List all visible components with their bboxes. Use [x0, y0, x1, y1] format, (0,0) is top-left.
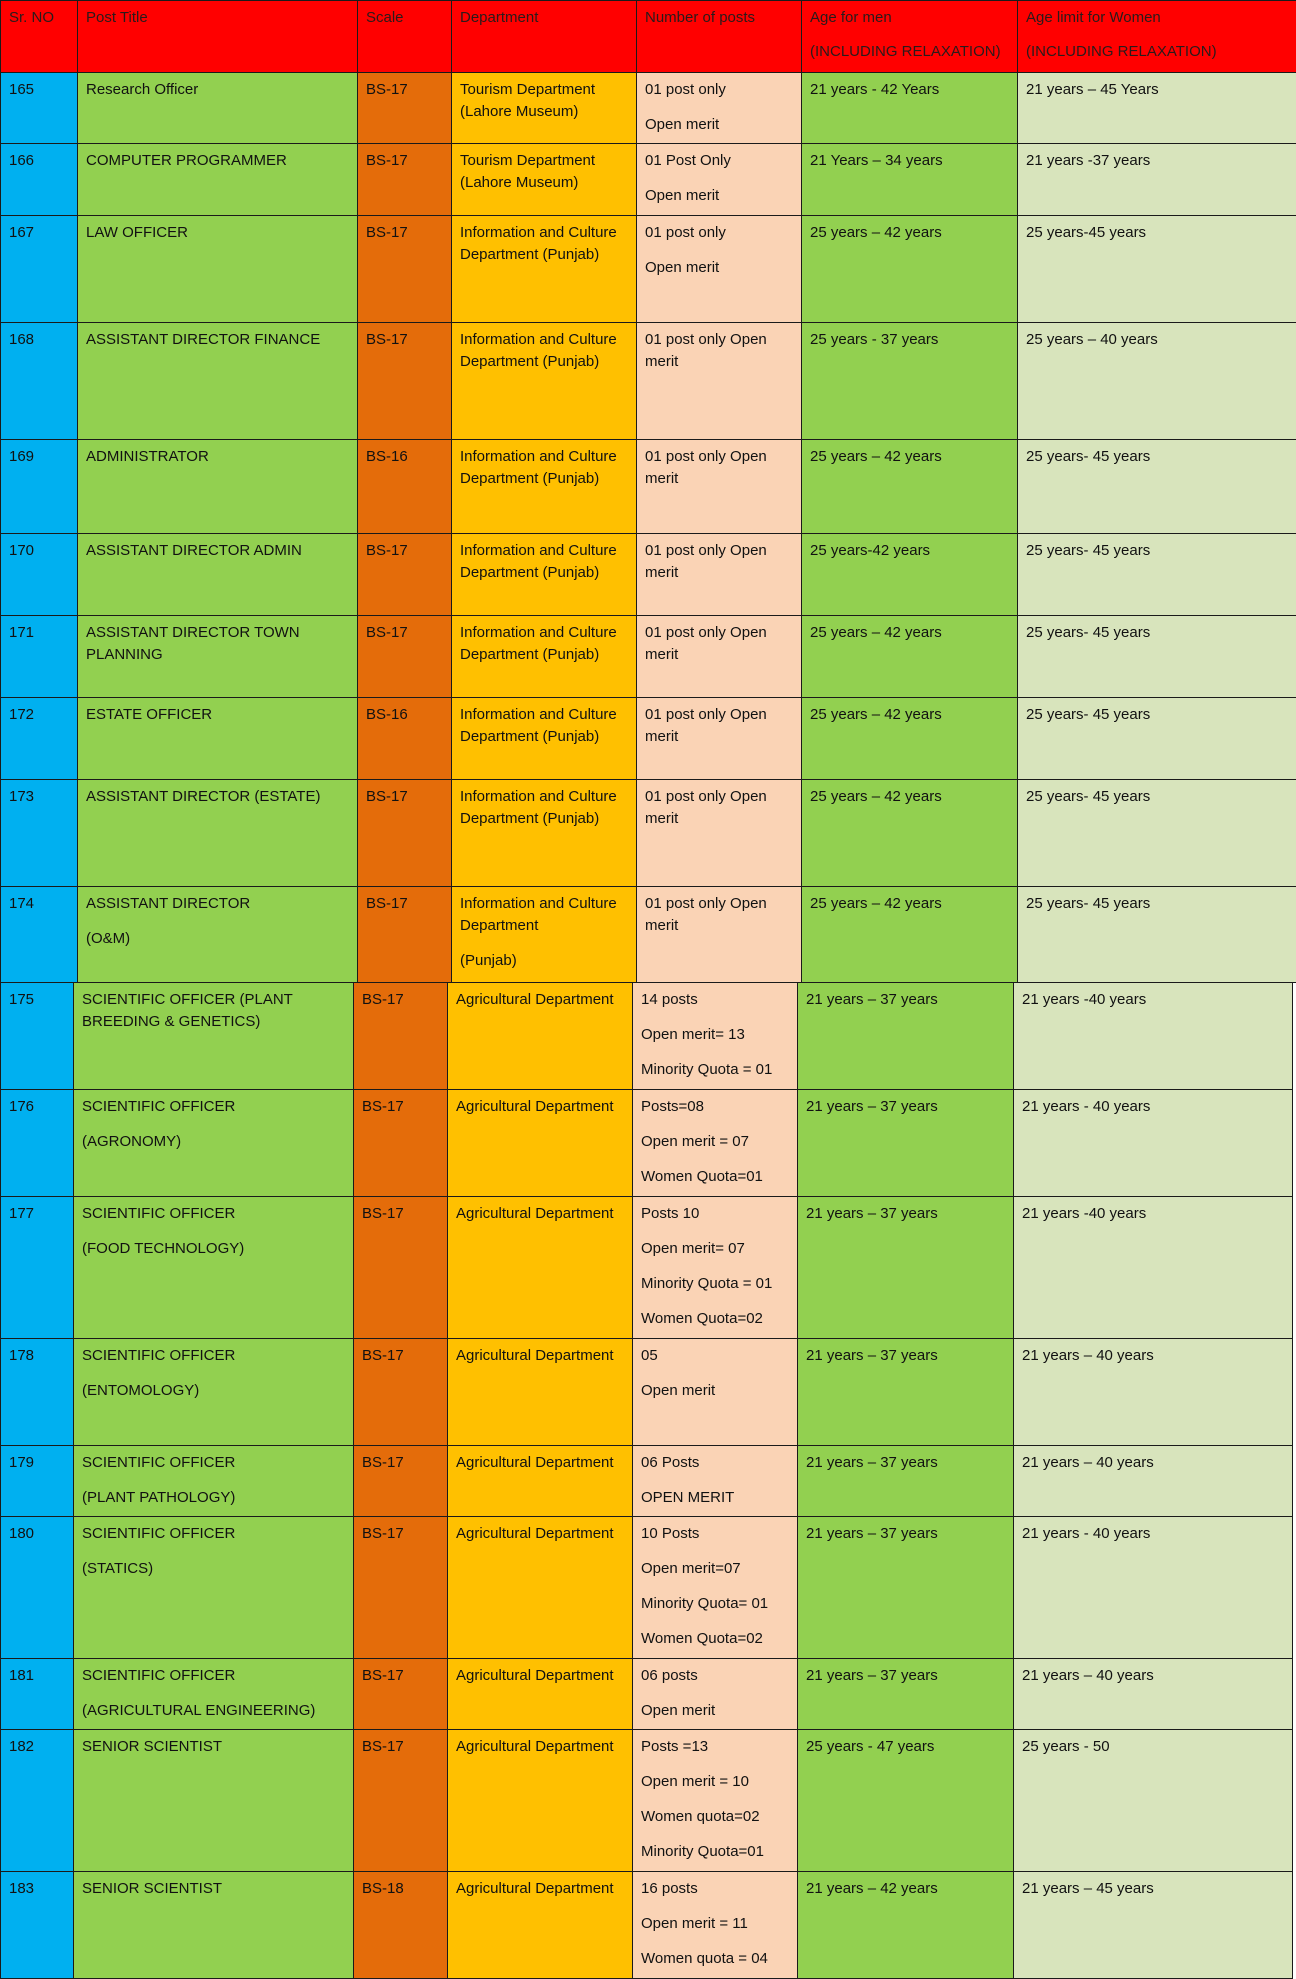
post-title-line: SCIENTIFIC OFFICER	[82, 1452, 345, 1474]
posts-line: 10 Posts	[641, 1523, 789, 1545]
post-title-line: SCIENTIFIC OFFICER	[82, 1345, 345, 1367]
number-of-posts-cell	[633, 1517, 798, 1659]
post-title-cell	[78, 323, 358, 440]
number-of-posts-cell	[633, 983, 798, 1090]
sr-no-cell: 177	[1, 1197, 74, 1339]
posts-line: Open merit	[645, 114, 793, 136]
posts-line: Women Quota=01	[641, 1166, 789, 1188]
posts-line: 01 post only Open merit	[645, 704, 793, 748]
posts-line: Open merit = 10	[641, 1771, 789, 1793]
table-row	[1, 73, 1296, 144]
table-row	[1, 1339, 1293, 1446]
department-cell	[452, 216, 637, 323]
number-of-posts-cell	[633, 1446, 798, 1517]
posts-line: Minority Quota = 01	[641, 1273, 789, 1295]
scale-cell: BS-17	[354, 1517, 448, 1659]
scale-cell: BS-17	[358, 216, 452, 323]
age-women-cell: 25 years-45 years	[1018, 216, 1296, 323]
post-title-cell	[78, 698, 358, 780]
header-age-women-note: (INCLUDING RELAXATION)	[1026, 35, 1288, 69]
scale-cell: BS-16	[358, 698, 452, 780]
age-women-cell: 21 years – 40 years	[1014, 1339, 1293, 1446]
number-of-posts-cell	[637, 73, 802, 144]
sr-no-cell: 182	[1, 1730, 74, 1872]
department-cell	[448, 1872, 633, 1979]
posts-line: 01 post only Open merit	[645, 329, 793, 373]
post-title-line: SCIENTIFIC OFFICER	[82, 1203, 345, 1225]
post-title-line: SCIENTIFIC OFFICER	[82, 1665, 345, 1687]
header-row	[1, 1, 1296, 73]
post-title-cell	[74, 983, 354, 1090]
scale-cell: BS-17	[358, 73, 452, 144]
post-title-cell	[74, 1339, 354, 1446]
posts-line: 05	[641, 1345, 789, 1367]
post-title-line: SCIENTIFIC OFFICER	[82, 1523, 345, 1545]
table-row	[1, 1446, 1293, 1517]
age-men-cell: 21 years – 37 years	[798, 1197, 1014, 1339]
header-number-of-posts: Number of posts	[637, 1, 802, 73]
sr-no-cell: 183	[1, 1872, 74, 1979]
age-women-cell: 25 years- 45 years	[1018, 698, 1296, 780]
age-men-cell: 21 years – 37 years	[798, 983, 1014, 1090]
age-women-cell: 25 years- 45 years	[1018, 887, 1296, 983]
age-men-cell: 25 years - 47 years	[798, 1730, 1014, 1872]
age-women-cell: 25 years - 50	[1014, 1730, 1293, 1872]
number-of-posts-cell	[637, 144, 802, 216]
department-name: Agricultural Department	[456, 1452, 624, 1474]
post-title-line: ASSISTANT DIRECTOR FINANCE	[86, 329, 349, 351]
department-cell	[452, 144, 637, 216]
post-title-cell	[74, 1659, 354, 1730]
post-title-line: (O&M)	[86, 928, 349, 950]
number-of-posts-cell	[633, 1872, 798, 1979]
posts-line: 01 post only Open merit	[645, 893, 793, 937]
posts-line: 01 post only	[645, 79, 793, 101]
header-age-men-title: Age for men	[810, 1, 1009, 35]
posts-line: Women quota=02	[641, 1806, 789, 1828]
number-of-posts-cell	[637, 780, 802, 887]
scale-cell: BS-17	[354, 1446, 448, 1517]
department-cell	[448, 1090, 633, 1197]
post-title-line: (ENTOMOLOGY)	[82, 1380, 345, 1402]
posts-line: 14 posts	[641, 989, 789, 1011]
number-of-posts-cell	[637, 216, 802, 323]
scale-cell: BS-17	[358, 534, 452, 616]
sr-no-cell: 178	[1, 1339, 74, 1446]
department-cell	[448, 1197, 633, 1339]
age-women-cell: 25 years- 45 years	[1018, 616, 1296, 698]
scale-cell: BS-17	[354, 1339, 448, 1446]
department-cell	[448, 983, 633, 1090]
scale-cell: BS-17	[358, 323, 452, 440]
department-cell	[452, 323, 637, 440]
posts-line: 01 post only Open merit	[645, 446, 793, 490]
post-title-line: SENIOR SCIENTIST	[82, 1736, 345, 1758]
age-women-cell: 25 years- 45 years	[1018, 534, 1296, 616]
number-of-posts-cell	[637, 440, 802, 534]
posts-line: 06 Posts	[641, 1452, 789, 1474]
post-title-line: ADMINISTRATOR	[86, 446, 349, 468]
scale-cell: BS-18	[354, 1872, 448, 1979]
posts-line: 01 post only Open merit	[645, 622, 793, 666]
posts-line: Women Quota=02	[641, 1308, 789, 1330]
post-title-line: (PLANT PATHOLOGY)	[82, 1487, 345, 1509]
number-of-posts-cell	[633, 1659, 798, 1730]
age-women-cell: 21 years - 40 years	[1014, 1090, 1293, 1197]
posts-line: Open merit = 11	[641, 1913, 789, 1935]
department-name: Information and Culture Department (Punjab)	[460, 222, 628, 266]
post-title-cell	[74, 1197, 354, 1339]
scale-cell: BS-17	[358, 144, 452, 216]
posts-line: Women Quota=02	[641, 1628, 789, 1650]
table-row	[1, 887, 1296, 983]
department-name: Agricultural Department	[456, 989, 624, 1011]
table-row	[1, 534, 1296, 616]
sr-no-cell: 173	[1, 780, 78, 887]
scale-cell: BS-17	[354, 1090, 448, 1197]
sr-no-cell: 172	[1, 698, 78, 780]
table-row	[1, 1730, 1293, 1872]
department-name: Information and Culture Department (Punjab)	[460, 786, 628, 830]
posts-line: Minority Quota=01	[641, 1841, 789, 1863]
sr-no-cell: 180	[1, 1517, 74, 1659]
post-title-line: ESTATE OFFICER	[86, 704, 349, 726]
department-name: Information and Culture Department (Punjab)	[460, 540, 628, 584]
sr-no-cell: 174	[1, 887, 78, 983]
header-department: Department	[452, 1, 637, 73]
department-cell	[448, 1517, 633, 1659]
header-scale: Scale	[358, 1, 452, 73]
department-name: Information and Culture Department (Punjab)	[460, 329, 628, 373]
table-row	[1, 1197, 1293, 1339]
department-name: Information and Culture Department (Punjab)	[460, 446, 628, 490]
posts-line: 01 Post Only	[645, 150, 793, 172]
posts-line: Minority Quota= 01	[641, 1593, 789, 1615]
post-title-cell	[74, 1872, 354, 1979]
department-name: Agricultural Department	[456, 1345, 624, 1367]
age-women-cell: 21 years – 45 Years	[1018, 73, 1296, 144]
department-name: Tourism Department (Lahore Museum)	[460, 150, 628, 194]
department-cell	[452, 780, 637, 887]
age-men-cell: 25 years – 42 years	[802, 216, 1018, 323]
number-of-posts-cell	[633, 1339, 798, 1446]
department-name: Agricultural Department	[456, 1096, 624, 1118]
age-men-cell: 21 Years – 34 years	[802, 144, 1018, 216]
scale-cell: BS-17	[354, 983, 448, 1090]
posts-line: Posts =13	[641, 1736, 789, 1758]
post-title-line: ASSISTANT DIRECTOR ADMIN	[86, 540, 349, 562]
header-age-women-title: Age limit for Women	[1026, 1, 1288, 35]
post-title-cell	[78, 887, 358, 983]
age-men-cell: 21 years – 37 years	[798, 1517, 1014, 1659]
posts-line: Open merit= 13	[641, 1024, 789, 1046]
post-title-cell	[78, 216, 358, 323]
post-title-line: SENIOR SCIENTIST	[82, 1878, 345, 1900]
post-title-line: SCIENTIFIC OFFICER	[82, 1096, 345, 1118]
department-cell	[448, 1446, 633, 1517]
age-women-cell: 21 years -40 years	[1014, 1197, 1293, 1339]
age-women-cell: 25 years- 45 years	[1018, 440, 1296, 534]
number-of-posts-cell	[633, 1730, 798, 1872]
age-men-cell: 25 years – 42 years	[802, 440, 1018, 534]
posts-line: Women quota = 04	[641, 1948, 789, 1970]
department-cell	[452, 698, 637, 780]
post-title-line: ASSISTANT DIRECTOR (ESTATE)	[86, 786, 349, 808]
posts-line: Posts=08	[641, 1096, 789, 1118]
department-cell	[452, 887, 637, 983]
age-women-cell: 21 years - 40 years	[1014, 1517, 1293, 1659]
department-cell	[452, 73, 637, 144]
table-row	[1, 1517, 1293, 1659]
sr-no-cell: 179	[1, 1446, 74, 1517]
posts-line: 16 posts	[641, 1878, 789, 1900]
posts-table-part-2	[0, 982, 1293, 1979]
sr-no-cell: 168	[1, 323, 78, 440]
department-cell	[452, 616, 637, 698]
number-of-posts-cell	[637, 887, 802, 983]
post-title-cell	[74, 1517, 354, 1659]
post-title-line: LAW OFFICER	[86, 222, 349, 244]
number-of-posts-cell	[633, 1090, 798, 1197]
post-title-cell	[74, 1446, 354, 1517]
age-men-cell: 25 years - 37 years	[802, 323, 1018, 440]
post-title-line: (AGRONOMY)	[82, 1131, 345, 1153]
header-age-men	[802, 1, 1018, 73]
table-row	[1, 698, 1296, 780]
posts-line: Open merit= 07	[641, 1238, 789, 1260]
number-of-posts-cell	[633, 1197, 798, 1339]
posts-line: Open merit	[641, 1700, 789, 1722]
age-men-cell: 21 years – 37 years	[798, 1446, 1014, 1517]
age-women-cell: 25 years – 40 years	[1018, 323, 1296, 440]
table-row	[1, 616, 1296, 698]
posts-line: Open merit=07	[641, 1558, 789, 1580]
post-title-line: (AGRICULTURAL ENGINEERING)	[82, 1700, 345, 1722]
post-title-cell	[78, 534, 358, 616]
header-age-men-note: (INCLUDING RELAXATION)	[810, 35, 1009, 69]
sr-no-cell: 175	[1, 983, 74, 1090]
age-men-cell: 21 years - 42 Years	[802, 73, 1018, 144]
department-cell	[452, 440, 637, 534]
scale-cell: BS-17	[354, 1730, 448, 1872]
sr-no-cell: 169	[1, 440, 78, 534]
sr-no-cell: 167	[1, 216, 78, 323]
posts-line: Open merit	[641, 1380, 789, 1402]
post-title-line: COMPUTER PROGRAMMER	[86, 150, 349, 172]
department-name: Agricultural Department	[456, 1203, 624, 1225]
post-title-cell	[74, 1730, 354, 1872]
posts-line: OPEN MERIT	[641, 1487, 789, 1509]
age-women-cell: 21 years – 40 years	[1014, 1446, 1293, 1517]
sr-no-cell: 176	[1, 1090, 74, 1197]
age-women-cell: 25 years- 45 years	[1018, 780, 1296, 887]
age-women-cell: 21 years – 45 years	[1014, 1872, 1293, 1979]
scale-cell: BS-16	[358, 440, 452, 534]
header-sr-no: Sr. NO	[1, 1, 78, 73]
posts-line: 01 post only	[645, 222, 793, 244]
department-cell	[452, 534, 637, 616]
table-row	[1, 216, 1296, 323]
age-men-cell: 21 years – 37 years	[798, 1090, 1014, 1197]
department-name: Information and Culture Department	[460, 893, 628, 937]
sr-no-cell: 171	[1, 616, 78, 698]
age-women-cell: 21 years – 40 years	[1014, 1659, 1293, 1730]
age-men-cell: 21 years – 42 years	[798, 1872, 1014, 1979]
posts-line: 06 posts	[641, 1665, 789, 1687]
posts-line: Open merit	[645, 185, 793, 207]
age-women-cell: 21 years -37 years	[1018, 144, 1296, 216]
table-row	[1, 1872, 1293, 1979]
posts-line: Open merit	[645, 257, 793, 279]
header-age-women	[1018, 1, 1296, 73]
table-row	[1, 440, 1296, 534]
posts-line: Minority Quota = 01	[641, 1059, 789, 1081]
posts-line: 01 post only Open merit	[645, 540, 793, 584]
post-title-cell	[78, 73, 358, 144]
post-title-line: Research Officer	[86, 79, 349, 101]
age-men-cell: 25 years – 42 years	[802, 698, 1018, 780]
post-title-cell	[74, 1090, 354, 1197]
table-row	[1, 144, 1296, 216]
department-name: Agricultural Department	[456, 1665, 624, 1687]
posts-table-part-1	[0, 0, 1296, 983]
age-men-cell: 21 years – 37 years	[798, 1659, 1014, 1730]
department-name: Agricultural Department	[456, 1523, 624, 1545]
scale-cell: BS-17	[358, 887, 452, 983]
sr-no-cell: 170	[1, 534, 78, 616]
post-title-line: (STATICS)	[82, 1558, 345, 1580]
post-title-line: (FOOD TECHNOLOGY)	[82, 1238, 345, 1260]
age-men-cell: 25 years – 42 years	[802, 780, 1018, 887]
department-cell	[448, 1730, 633, 1872]
number-of-posts-cell	[637, 323, 802, 440]
department-name: Agricultural Department	[456, 1878, 624, 1900]
posts-line: Open merit = 07	[641, 1131, 789, 1153]
scale-cell: BS-17	[354, 1197, 448, 1339]
table-row	[1, 323, 1296, 440]
sr-no-cell: 166	[1, 144, 78, 216]
table-row	[1, 1090, 1293, 1197]
age-men-cell: 25 years – 42 years	[802, 887, 1018, 983]
department-cell	[448, 1339, 633, 1446]
post-title-cell	[78, 144, 358, 216]
sr-no-cell: 165	[1, 73, 78, 144]
department-name: Tourism Department (Lahore Museum)	[460, 79, 628, 123]
post-title-cell	[78, 616, 358, 698]
scale-cell: BS-17	[358, 616, 452, 698]
age-men-cell: 25 years – 42 years	[802, 616, 1018, 698]
scale-cell: BS-17	[358, 780, 452, 887]
post-title-cell	[78, 780, 358, 887]
sr-no-cell: 181	[1, 1659, 74, 1730]
posts-line: 01 post only Open merit	[645, 786, 793, 830]
age-women-cell: 21 years -40 years	[1014, 983, 1293, 1090]
department-name: Agricultural Department	[456, 1736, 624, 1758]
post-title-cell	[78, 440, 358, 534]
age-men-cell: 21 years – 37 years	[798, 1339, 1014, 1446]
scale-cell: BS-17	[354, 1659, 448, 1730]
number-of-posts-cell	[637, 534, 802, 616]
table-row	[1, 983, 1293, 1090]
post-title-line: ASSISTANT DIRECTOR TOWN PLANNING	[86, 622, 349, 666]
table-row	[1, 1659, 1293, 1730]
number-of-posts-cell	[637, 616, 802, 698]
table-row	[1, 780, 1296, 887]
department-name: Information and Culture Department (Punjab)	[460, 704, 628, 748]
number-of-posts-cell	[637, 698, 802, 780]
age-men-cell: 25 years-42 years	[802, 534, 1018, 616]
post-title-line: ASSISTANT DIRECTOR	[86, 893, 349, 915]
department-region: (Punjab)	[460, 950, 628, 972]
post-title-line: SCIENTIFIC OFFICER (PLANT BREEDING & GENETICS)	[82, 989, 345, 1033]
department-cell	[448, 1659, 633, 1730]
posts-line: Posts 10	[641, 1203, 789, 1225]
header-post-title: Post Title	[78, 1, 358, 73]
department-name: Information and Culture Department (Punjab)	[460, 622, 628, 666]
